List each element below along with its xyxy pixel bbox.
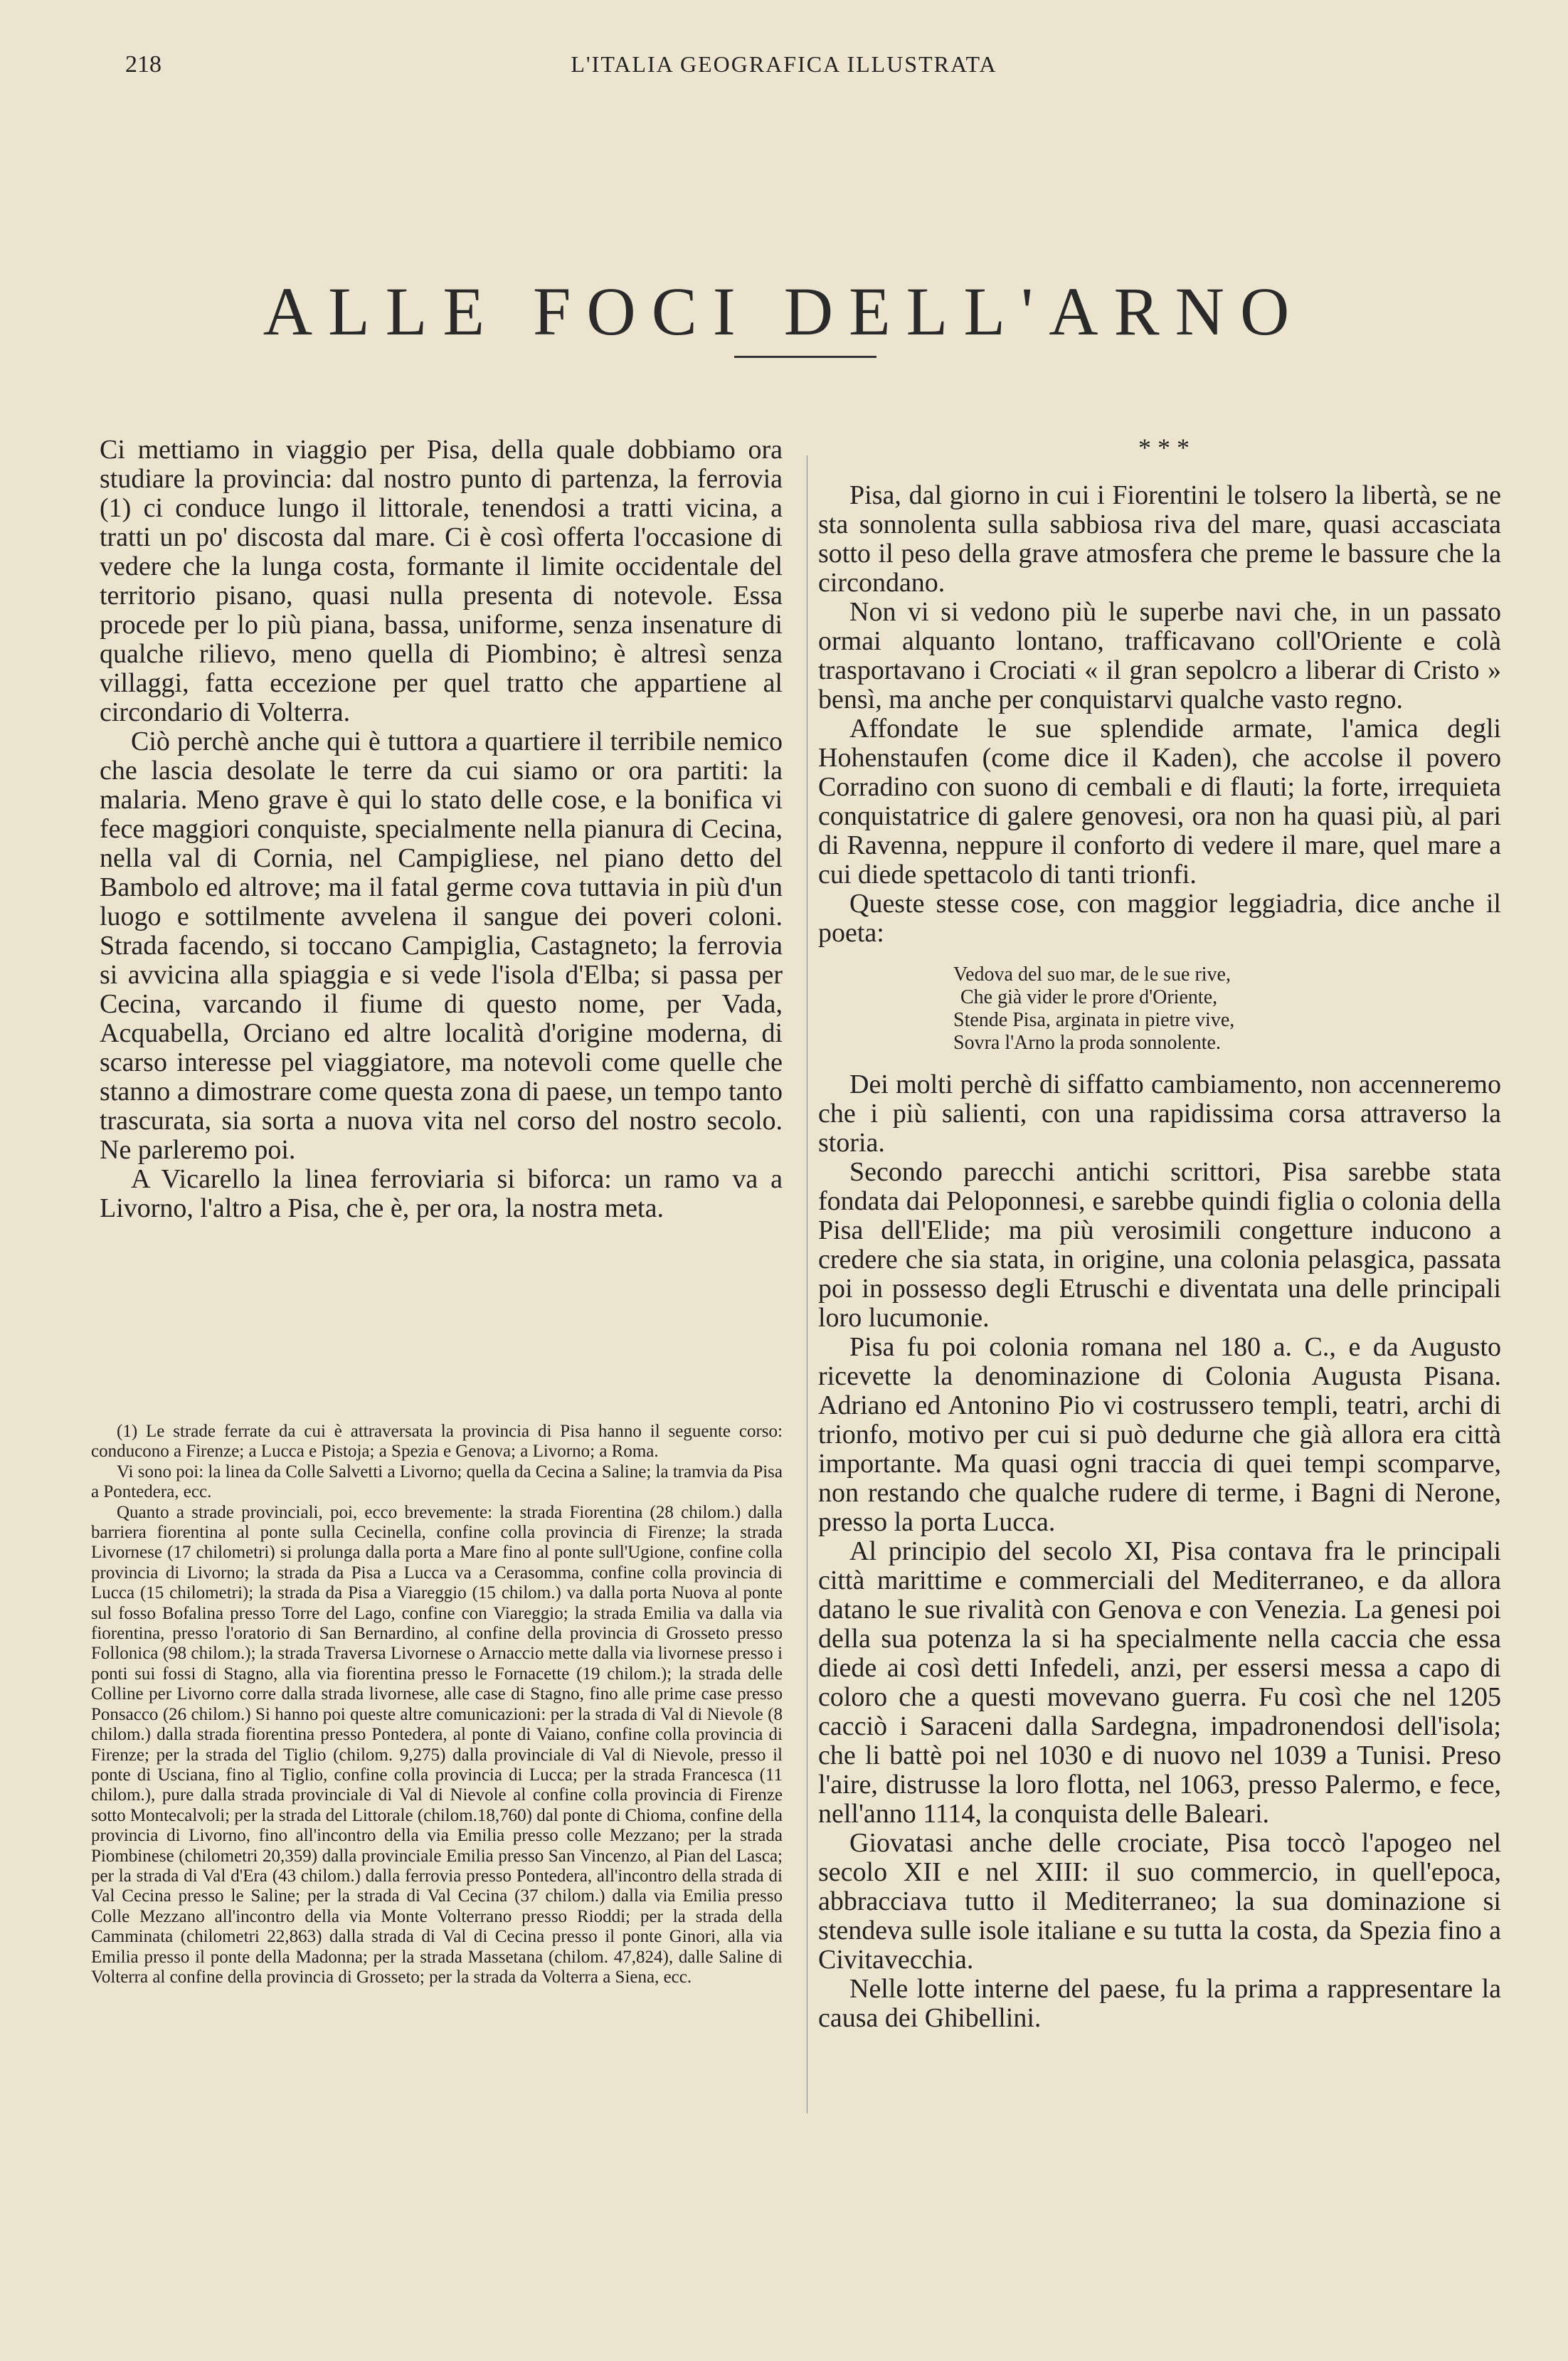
left-paragraph: Ciò perchè anche qui è tuttora a quartiere il terribile nemico che lascia desolate le terre da cui siamo or ora partiti: la malaria. Meno grave è qui lo stato delle cose, e la bonifica vi fece maggiori conquiste, specialmente nella pianura di Cecina, nella val di Cornia, nel Campigliese, nel piano detto del Bambolo ed altrove; ma il fatal germe cova tuttavia in più d'un luogo e sottilmente avvelena il sangue dei poveri coloni. Strada facendo, si toccano Campiglia, Castagneto; la ferrovia si avvicina alla spiaggia e si vede l'isola d'Elba; si passa per Cecina, varcando il fiume di questo nome, per Vada, Acquabella, Orciano ed altre località d'origine moderna, di scarso interesse pel viaggiatore, ma notevoli come quelle che stanno a dimostrare come questa zona di paese, un tempo tanto trascurata, sia sorta a nuova vita nel corso del nostro secolo. Ne parleremo poi. <box>100 727 783 1165</box>
poem-line: Vedova del suo mar, de le sue rive, <box>953 963 1231 986</box>
right-paragraph: Non vi si vedono più le superbe navi che, in un passato ormai alquanto lontano, trafficavano coll'Oriente e colà trasportavano i Crociati « il gran sepolcro a liberar di Cristo » bensì, ma anche per conquistarvi qualche vasto regno. <box>818 597 1501 714</box>
right-column <box>818 481 1501 2033</box>
right-paragraph: Dei molti perchè di siffatto cambiamento, non accenneremo che i più salienti, con una rapidissima corsa attraverso la storia. <box>818 1069 1501 1158</box>
right-paragraph: Pisa fu poi colonia romana nel 180 a. C., e da Augusto ricevette la denominazione di Colonia Augusta Pisana. Adriano ed Antonino Pio vi costrussero templi, teatri, archi di trionfo, motivo per cui si può dedurne che già allora era città importante. Ma quasi ogni traccia di quei tempi scomparve, non restando che qualche rudere di terme, i Bagni di Nerone, presso la porta Lucca. <box>818 1332 1501 1537</box>
poem-line: Stende Pisa, arginata in pietre vive, <box>953 1009 1235 1031</box>
left-column <box>100 435 783 1223</box>
right-paragraph: Queste stesse cose, con maggior leggiadria, dice anche il poeta: <box>818 889 1501 948</box>
footnotes <box>91 1422 783 1987</box>
title-rule <box>734 356 876 358</box>
poem-line: Che già vider le prore d'Oriente, <box>960 986 1218 1008</box>
right-paragraph: Giovatasi anche delle crociate, Pisa toccò l'apogeo nel secolo XII e nel XIII: il suo commercio, in quell'epoca, abbracciava tutto il Mediterraneo; la sua dominazione si stendeva sulle isole italiane e su tutta la costa, da Spezia fino a Civitavecchia. <box>818 1828 1501 1975</box>
footnote-paragraph: Vi sono poi: la linea da Colle Salvetti a Livorno; quella da Cecina a Saline; la tramvia da Pisa a Pontedera, ecc. <box>91 1462 783 1502</box>
left-paragraph: A Vicarello la linea ferroviaria si biforca: un ramo va a Livorno, l'altro a Pisa, che è, per ora, la nostra meta. <box>100 1164 783 1223</box>
running-title: L'ITALIA GEOGRAFICA ILLUSTRATA <box>571 51 997 77</box>
poem-quote <box>953 963 1501 1055</box>
footnote-paragraph: Quanto a strade provinciali, poi, ecco brevemente: la strada Fiorentina (28 chilom.) dalla barriera fiorentina al ponte sulla Cecinella, confine colla provincia di Firenze; la strada Livornese (17 chilometri) si prolunga dalla porta a Mare fino al ponte sull'Ugione, confine colla provincia di Livorno; la strada da Pisa a Lucca va a Cerasomma, confine colla provincia di Lucca (15 chilometri); la strada da Pisa a Viareggio (15 chilom.) va dalla porta Nuova al ponte sul fosso Bofalina presso Torre del Lago, confine con Viareggio; la strada Emilia va dalla via fiorentina, presso l'oratorio di San Bernardino, al confine della provincia di Grosseto presso Follonica (98 chilom.); la strada Traversa Livornese o Arnaccio mette dalla via livornese presso i ponti sui fossi di Stagno, alla via fiorentina presso le Fornacette (19 chilom.); la strada delle Colline per Livorno corre dalla strada livornese, alle case di Stagno, fino alle prime case presso Ponsacco (26 chilom.) Si hanno poi queste altre comunicazioni: per la strada di Val di Nievole (8 chilom.) dalla strada fiorentina presso Pontedera, al ponte di Vaiano, confine colla provincia di Firenze; per la strada del Tiglio (chilom. 9,275) dalla provinciale di Val di Nievole, presso il ponte di Usciana, fino al Tiglio, confine colla provincia di Lucca; per la strada Francesca (11 chilom.), pure dalla strada provinciale di Val di Nievole al confine colla provincia di Firenze sotto Montecalvoli; per la strada del Littorale (chilom.18,760) dal ponte di Chioma, confine della provincia di Livorno, fino all'incontro della via Emilia presso colle Mezzano; per la strada Piombinese (chilometri 20,359) dalla provinciale Emilia presso San Vincenzo, al Pian del Lasca; per la strada di Val d'Era (43 chilom.) dalla ferrovia presso Pontedera, all'incontro della strada di Val Cecina presso le Saline; per la strada di Val Cecina (37 chilom.) dalla via Emilia presso Colle Mezzano all'incontro della via Monte Volterrano presso Rioddi; per la strada della Camminata (chilometri 22,863) dalla strada di Val di Cecina presso il ponte Ginori, alla via Emilia presso il ponte della Madonna; per la strada Massetana (chilom. 47,824), dalle Saline di Volterra al confine della provincia di Grosseto; per la strada da Volterra a Siena, ecc. <box>91 1502 783 1987</box>
right-paragraph: Nelle lotte interne del paese, fu la prima a rappresentare la causa dei Ghibellini. <box>818 1974 1501 2033</box>
poem-line: Sovra l'Arno la proda sonnolente. <box>953 1032 1221 1054</box>
right-paragraph: Al principio del secolo XI, Pisa contava fra le principali città marittime e commerciali del Mediterraneo, e da allora datano le sue rivalità con Genova e con Venezia. La genesi poi della sua potenza la si ha specialmente nella caccia che essa diede ai così detti Infedeli, anzi, per essersi messa a capo di coloro che a questi movevano guerra. Fu così che nel 1205 cacciò i Saraceni dalla Sardegna, impadronendosi dell'isola; che li battè poi nel 1030 e di nuovo nel 1039 a Tunisi. Preso l'aire, distrusse la loro flotta, nel 1063, presso Palermo, e fece, nell'anno 1114, la conquista delle Baleari. <box>818 1536 1501 1829</box>
section-asterisks: * * * <box>1138 433 1190 462</box>
right-paragraph: Pisa, dal giorno in cui i Fiorentini le tolsero la libertà, se ne sta sonnolenta sulla sabbiosa riva del mare, quasi accasciata sotto il peso della grave atmosfera che preme le bassure che la circondano. <box>818 480 1501 598</box>
article-title: ALLE FOCI DELL'ARNO <box>263 273 1305 350</box>
page-number: 218 <box>125 51 161 78</box>
right-paragraph: Secondo parecchi antichi scrittori, Pisa sarebbe stata fondata dai Peloponnesi, e sarebbe quindi figlia o colonia della Pisa dell'Elide; ma più verosimili congetture inducono a credere che sia stata, in origine, una colonia pelasgica, passata poi in possesso degli Etruschi e diventata una delle principali loro lucumonie. <box>818 1157 1501 1333</box>
right-paragraph: Affondate le sue splendide armate, l'amica degli Hohenstaufen (come dice il Kaden), che accolse il povero Corradino con suono di cembali e di flauti; la forte, irrequieta conquistatrice di galere genovesi, ora non ha quasi più, al pari di Ravenna, neppure il conforto di vedere il mare, quel mare a cui diede spettacolo di tanti trionfi. <box>818 714 1501 889</box>
left-paragraph: Ci mettiamo in viaggio per Pisa, della quale dobbiamo ora studiare la provincia: dal nostro punto di partenza, la ferrovia (1) ci conduce lungo il littorale, tenendosi a tratti vicina, a tratti un po' discosta dal mare. Ci è così offerta l'occasione di vedere che la lunga costa, formante il limite occidentale del territorio pisano, quasi nulla presenta di notevole. Essa procede per lo più piana, bassa, uniforme, senza insenature di qualche rilievo, meno quella di Piombino; è altresì senza villaggi, fatta eccezione per quel tratto che appartiene al circondario di Volterra. <box>100 435 783 727</box>
footnote-paragraph: (1) Le strade ferrate da cui è attraversata la provincia di Pisa hanno il seguente corso: conducono a Firenze; a Lucca e Pistoja; a Spezia e Genova; a Livorno; a Roma. <box>91 1422 783 1462</box>
